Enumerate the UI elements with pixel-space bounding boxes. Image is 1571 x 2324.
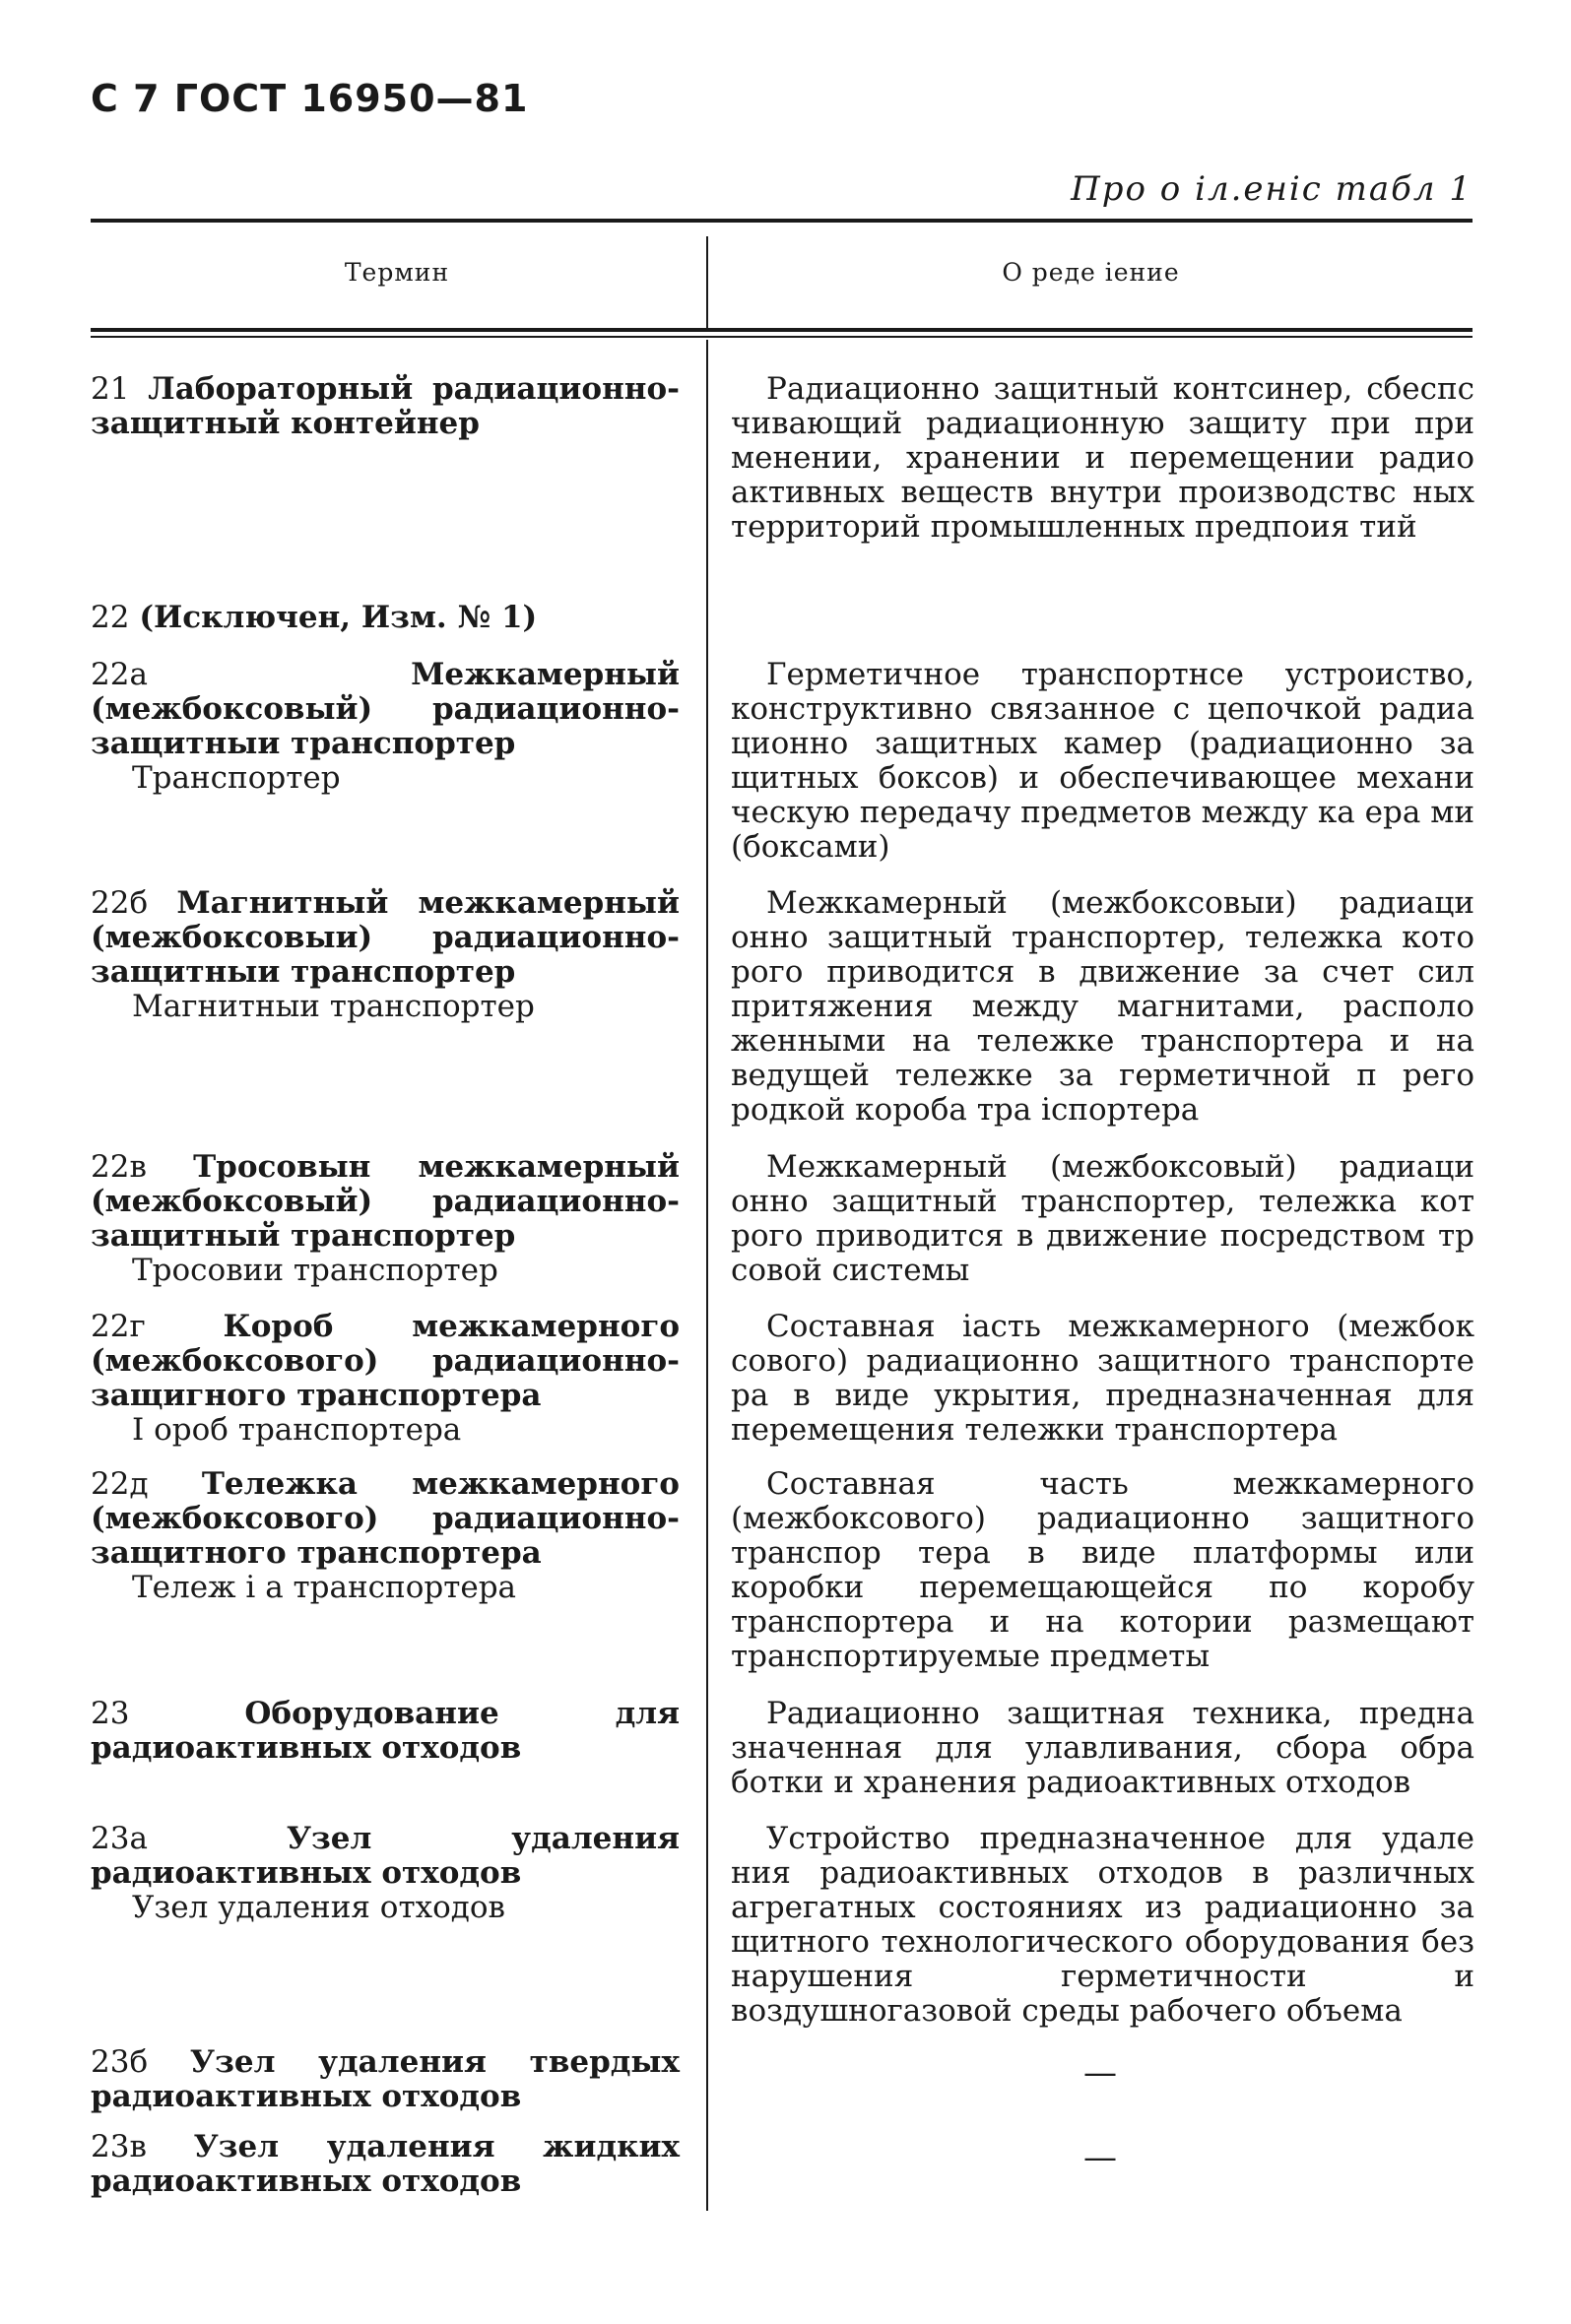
term-cell <box>91 1697 680 1766</box>
term-number: 22а <box>91 657 148 692</box>
term-cell <box>91 886 680 1024</box>
term-name: Межкамерный (межбоксовый) радиационно-защитныи транспортер <box>91 657 680 761</box>
term-number: 23б <box>91 2044 149 2080</box>
page-header: С 7 ГОСТ 16950—81 <box>91 77 529 120</box>
term-name: (Исключен, Изм. № 1) <box>139 600 538 635</box>
term-number: 23в <box>91 2129 147 2164</box>
term-name: Оборудование для радиоактивных отходов <box>91 1696 680 1766</box>
term-number: 22д <box>91 1466 149 1502</box>
definition-cell: Герметичное транспортнсе устроиство, конструктивно связанное с цепочкой радиа ционно защитных камер (радиационно за щитных боксов) и обеспечивающее механи ческую передачу предметов между ка ера ми (боксами) <box>731 657 1474 865</box>
term-cell <box>91 658 680 796</box>
term-cell <box>91 601 680 635</box>
term-short-form: Магнитныи транспортер <box>132 989 535 1024</box>
term-number: 22г <box>91 1309 146 1344</box>
term-number: 23а <box>91 1821 148 1856</box>
term-cell <box>91 2045 680 2114</box>
column-header-definition: О реде іение <box>1002 258 1180 287</box>
term-short-form: Тележ і а транспортера <box>132 1570 517 1605</box>
table-continuation-label: Про о іл.еніс табл 1 <box>1071 169 1473 209</box>
term-short-form: Тросовии транспортер <box>132 1253 498 1288</box>
term-short-form: Транспортер <box>132 760 341 796</box>
term-number: 22в <box>91 1149 147 1185</box>
definition-cell: Межкамерный (межбоксовыи) радиаци онно защитный транспортер, тележка кото рого приводится в движение за счет сил притяжения между магнитами, располо женными на тележке транспортера и на ведущей тележке за герметичной п рего родкой короба тра іспортера <box>731 885 1474 1128</box>
definition-cell: Радиационно защитный контсинер, сбеспс чивающий радиационную защиту при при менении, хранении и перемещении радио активных веществ внутри производствс ных территорий промышленных предпоия тий <box>731 371 1474 545</box>
term-number: 22б <box>91 885 149 921</box>
header-bottom-rule-thin <box>91 336 1473 338</box>
term-name: Магнитный межкамерный (межбоксовыи) радиационно-защитныи транспортер <box>91 885 680 990</box>
term-cell <box>91 372 680 441</box>
term-short-form: Узел удаления отходов <box>132 1890 505 1925</box>
term-name: Лабораторный радиационно-защитный контейнер <box>91 371 680 441</box>
term-name: Тележка межкамерного (межбоксового) радиационно-защитного транспортера <box>91 1466 680 1571</box>
definition-cell: Составная іасть межкамерного (межбок сового) радиационно защитного транспорте ра в виде укрытия, предназначенная для перемещения тележки транспортера <box>731 1309 1474 1448</box>
term-short-form: I ороб транспортера <box>132 1412 462 1448</box>
definition-dash: — <box>1083 2053 1117 2093</box>
definition-dash: — <box>1083 2138 1117 2177</box>
column-divider <box>706 340 708 2211</box>
term-number: 21 <box>91 371 130 407</box>
term-cell <box>91 1467 680 1605</box>
definition-cell: Составная часть межкамерного (межбоксового) радиационно защитного транспор тера в виде платформы или коробки перемещающейся по коробу транспортера и на котории размещают транспортируемые предметы <box>731 1466 1474 1674</box>
term-name: Узел удаления жидких радиоактивных отходов <box>91 2129 680 2199</box>
term-cell <box>91 1310 680 1448</box>
term-number: 22 <box>91 600 130 635</box>
header-bottom-rule <box>91 328 1473 332</box>
term-number: 23 <box>91 1696 130 1731</box>
term-name: Тросовын межкамерный (межбоксовый) радиационно-защитный транспортер <box>91 1149 680 1254</box>
definition-cell: Устройство предназначенное для удале ния радиоактивных отходов в различных агрегатных состояниях из радиационно за щитного технологического оборудования без нарушения герметичности и воздушногазовой среды рабочего объема <box>731 1821 1474 2029</box>
term-name: Узел удаления радиоактивных отходов <box>91 1821 680 1891</box>
definition-cell: Межкамерный (межбоксовый) радиаци онно защитный транспортер, тележка кот рого приводится в движение посредством тр совой системы <box>731 1149 1474 1288</box>
term-name: Короб межкамерного (межбоксового) радиационно-защигного транспортера <box>91 1309 680 1413</box>
term-cell <box>91 2130 680 2199</box>
definition-cell: Радиационно защитная техника, предна значенная для улавливания, сбора обра ботки и хранения радиоактивных отходов <box>731 1696 1474 1800</box>
column-header-term: Термин <box>344 258 450 287</box>
column-divider-header <box>706 236 708 330</box>
table-top-rule <box>91 219 1473 223</box>
term-cell <box>91 1822 680 1925</box>
term-cell <box>91 1150 680 1288</box>
term-name: Узел удаления твердых радиоактивных отходов <box>91 2044 680 2114</box>
